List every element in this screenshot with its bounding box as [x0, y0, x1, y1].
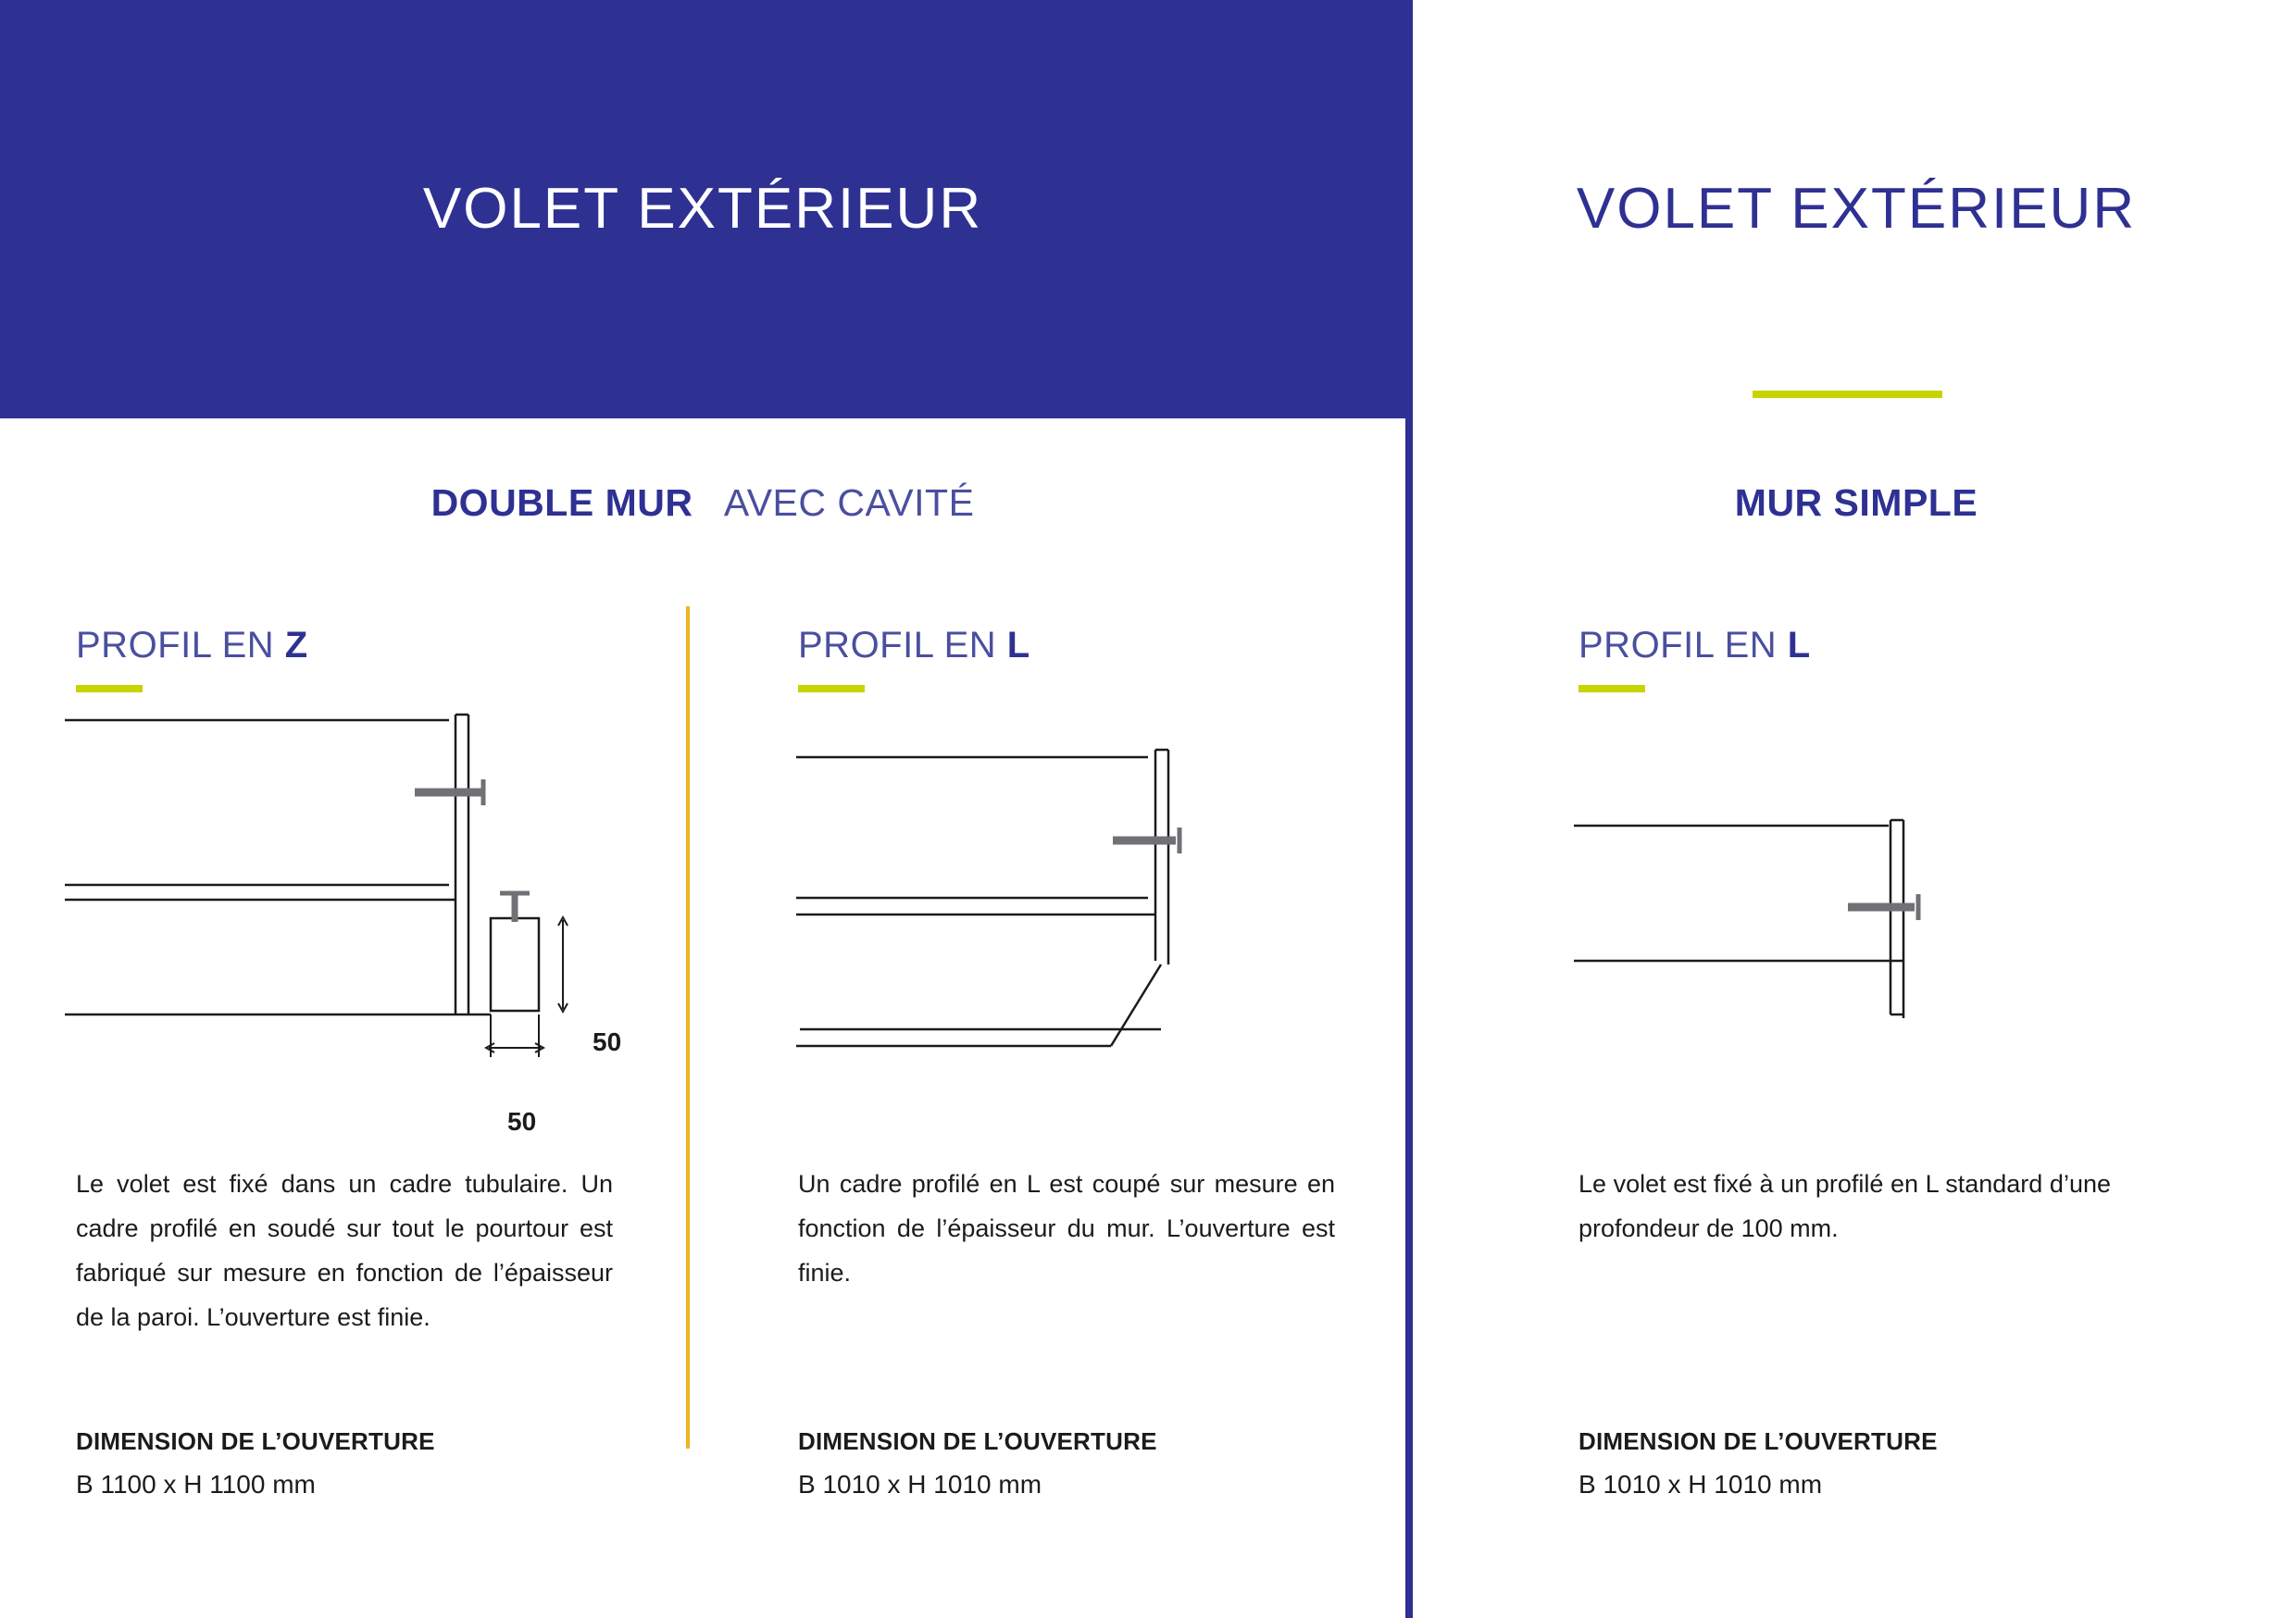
accent-bar-profil-2 [1578, 685, 1645, 692]
profil-prefix-1: PROFIL EN [798, 625, 997, 666]
accent-bar-profil-0 [76, 685, 143, 692]
body-text-2: Le volet est fixé à un profilé en L standard d’une profondeur de 100 mm. [1578, 1170, 2111, 1242]
profil-heading-1 [798, 625, 1030, 666]
banner-title-left: VOLET EXTÉRIEUR [422, 177, 983, 241]
drawing-dim-horizontal-0: 50 [507, 1107, 537, 1136]
dimension-value-2: B 1010 x H 1010 mm [1578, 1470, 1823, 1499]
vertical-divider-yellow [686, 606, 690, 1449]
accent-bar-profil-1 [798, 685, 865, 692]
section-heading-single-wall [1416, 481, 2296, 525]
dimension-label-2: DIMENSION DE L’OUVERTURE [1578, 1427, 1938, 1455]
section-heading-bold-1: MUR SIMPLE [1734, 481, 1978, 524]
drawing-profil-l-single [1565, 787, 2213, 1064]
banner-title-right: VOLET EXTÉRIEUR [1576, 177, 2137, 241]
accent-bar-right-header [1753, 391, 1942, 398]
section-heading-bold-0: DOUBLE MUR [430, 481, 693, 524]
dimension-value-0: B 1100 x H 1100 mm [76, 1470, 316, 1499]
profil-heading-0 [76, 625, 308, 666]
profil-prefix-0: PROFIL EN [76, 625, 275, 666]
profil-prefix-2: PROFIL EN [1578, 625, 1778, 666]
section-heading-normal-0: AVEC CAVITÉ [723, 481, 975, 524]
body-text-0: Le volet est fixé dans un cadre tubulaire. Un cadre profilé en soudé sur tout le pourtour est fabriqué sur mesure en fonction de l’épaisseur de la paroi. L’ouverture est finie. [76, 1170, 613, 1331]
profil-heading-2 [1578, 625, 1811, 666]
dimension-label-1: DIMENSION DE L’OUVERTURE [798, 1427, 1157, 1455]
profil-letter-1: L [1006, 625, 1030, 666]
profil-letter-0: Z [284, 625, 308, 666]
profil-letter-2: L [1787, 625, 1811, 666]
vertical-divider-main [1405, 0, 1413, 1618]
body-text-1: Un cadre profilé en L est coupé sur mesure en fonction de l’épaisseur du mur. L’ouverture est finie. [798, 1170, 1335, 1287]
drawing-dim-vertical-0: 50 [593, 1027, 622, 1056]
drawing-profil-z [56, 703, 648, 1111]
section-heading-double-wall [0, 481, 1405, 525]
dimension-label-0: DIMENSION DE L’OUVERTURE [76, 1427, 435, 1455]
drawing-profil-l-double [787, 731, 1361, 1083]
dimension-value-1: B 1010 x H 1010 mm [798, 1470, 1042, 1499]
